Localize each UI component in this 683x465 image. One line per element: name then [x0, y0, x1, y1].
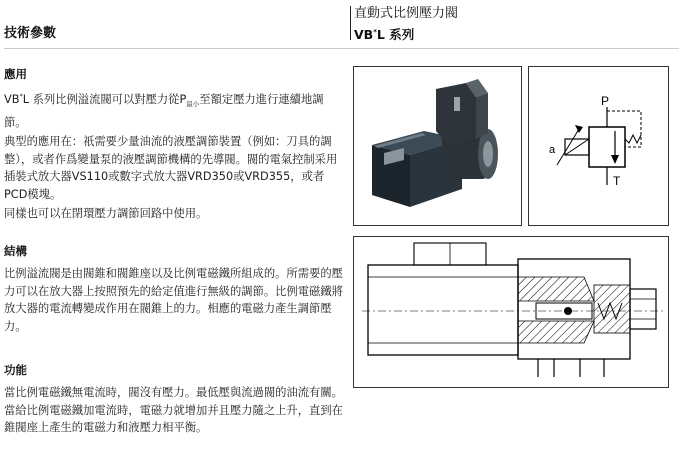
- port-p-label: P: [601, 94, 610, 108]
- header-rule: [4, 48, 679, 49]
- structure-paragraph: 比例溢流閥是由閥錐和閥錐座以及比例電磁鐵所組成的。所需要的壓力可以在放大器上按照預先的給定值進行無級的調節。比例電磁鐵將放大器的電流轉變成作用在閥錐上的力。相應的電磁力產生調節壓力。: [4, 267, 343, 333]
- solenoid-a-label: a: [549, 144, 556, 156]
- hydraulic-symbol-frame: [528, 66, 669, 226]
- product-photo-frame: [353, 66, 522, 226]
- function-paragraph: 當比例電磁鐵無電流時，閥沒有壓力。最低壓與流過閥的油流有關。當給比例電磁鐵加電流時，電磁力就增加并且壓力隨之上升，直到在錐閥座上產生的電磁力和液壓力相平衡。: [4, 386, 343, 434]
- function-heading: 功能: [4, 363, 27, 377]
- application-paragraph-3: 同樣也可以在閉環壓力調節回路中使用。: [4, 207, 208, 221]
- header-divider: [350, 6, 351, 40]
- function-section: [4, 362, 344, 439]
- application-paragraph-1: VB*L 系列比例溢流閥可以對壓力從$P_{最小}$至額定壓力進行連續地調節。: [4, 92, 324, 129]
- structure-heading: 結構: [4, 244, 27, 258]
- application-section: [4, 66, 344, 225]
- application-paragraph-2: 典型的應用在：祇需要少量油流的液壓調節裝置（例如：刀具的調整），或者作爲變量泵的液壓調節機構的先導閥。閥的電氣控制采用插裝式放大器VS110或數字式放大器VRD350或VRD355，或者PCD模塊。: [4, 135, 338, 201]
- product-title: 直動式比例壓力閥: [354, 6, 459, 21]
- sectional-drawing-frame: [353, 236, 669, 388]
- valve-photo-image: [354, 67, 521, 225]
- valve-cross-section-drawing: [354, 237, 668, 387]
- application-heading: 應用: [4, 67, 27, 81]
- product-series: VB*L 系列: [354, 27, 415, 43]
- port-t-label: T: [613, 174, 621, 188]
- hydraulic-symbol-diagram: [529, 67, 668, 225]
- structure-section: [4, 243, 344, 337]
- section-title: 技術參數: [4, 26, 57, 41]
- document-header: [354, 6, 458, 43]
